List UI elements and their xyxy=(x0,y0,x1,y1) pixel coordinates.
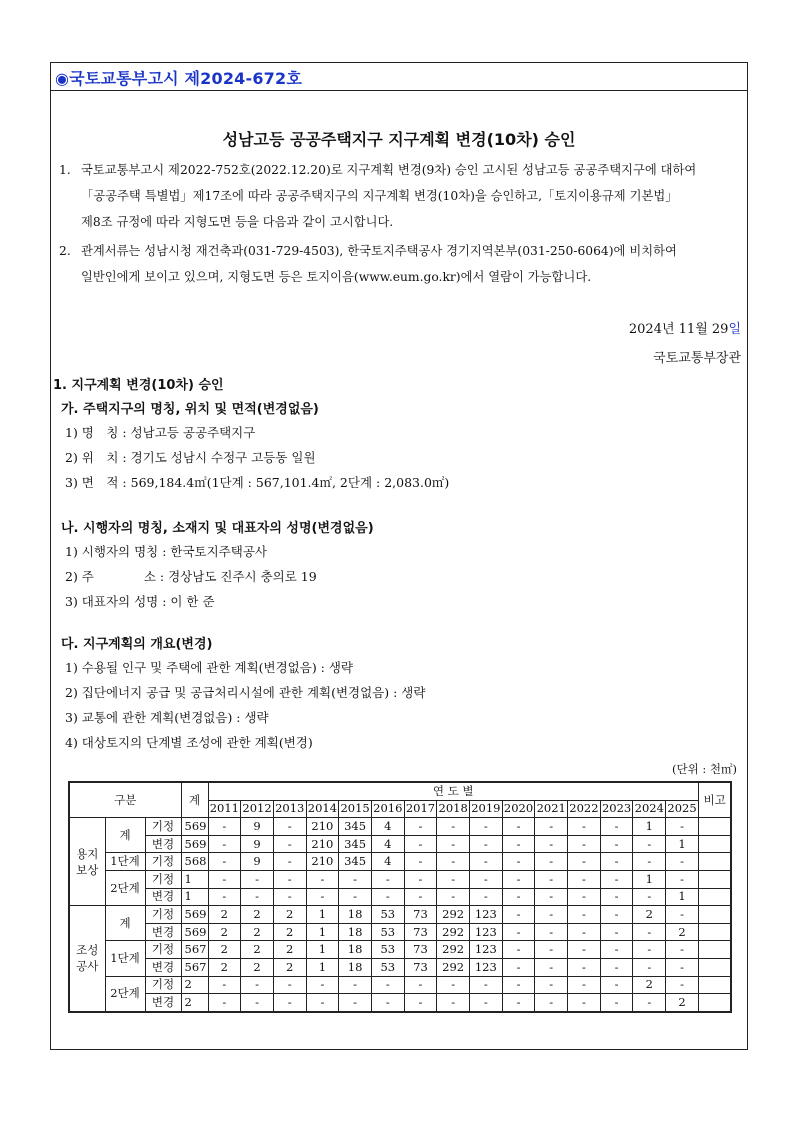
year-value: 210 xyxy=(306,818,339,836)
year-value: - xyxy=(470,835,503,853)
subgroup-label: 계 xyxy=(105,906,145,941)
year-value: 292 xyxy=(437,923,470,941)
year-value: - xyxy=(306,888,339,906)
year-value: 2 xyxy=(633,976,666,994)
year-value: - xyxy=(306,976,339,994)
year-value: - xyxy=(633,923,666,941)
year-value: - xyxy=(371,888,404,906)
table-row xyxy=(69,994,731,1012)
note-cell xyxy=(698,923,731,941)
year-value: - xyxy=(502,835,535,853)
section-c-item: 1) 수용될 인구 및 주택에 관한 계획(변경없음) : 생략 xyxy=(65,660,354,675)
year-value: 210 xyxy=(306,835,339,853)
year-value: - xyxy=(666,958,699,976)
year-value: - xyxy=(339,994,372,1012)
row-type-label: 기정 xyxy=(145,853,181,871)
table-row xyxy=(69,906,731,924)
year-value: - xyxy=(273,853,306,871)
section-b-item: 1) 시행자의 명칭 : 한국토지주택공사 xyxy=(65,544,267,559)
year-value: - xyxy=(535,818,568,836)
section-b-item: 3) 대표자의 성명 : 이 한 준 xyxy=(65,594,215,609)
year-value: - xyxy=(404,976,437,994)
year-value: - xyxy=(273,888,306,906)
year-value: - xyxy=(535,835,568,853)
minister-signature: 국토교통부장관 xyxy=(653,351,741,366)
year-value: - xyxy=(568,958,601,976)
table-row xyxy=(69,976,731,994)
year-value: 18 xyxy=(339,906,372,924)
year-value: 2 xyxy=(241,906,274,924)
year-value: - xyxy=(568,888,601,906)
row-total: 569 xyxy=(181,923,208,941)
header-by-year: 연 도 별 xyxy=(208,782,698,800)
year-value: - xyxy=(568,923,601,941)
year-value: 1 xyxy=(306,941,339,959)
year-value: - xyxy=(633,888,666,906)
year-value: - xyxy=(404,818,437,836)
table-row xyxy=(69,853,731,871)
year-value: 123 xyxy=(470,941,503,959)
group-label: 조성 공사 xyxy=(69,906,105,1012)
year-value: - xyxy=(502,888,535,906)
year-value: - xyxy=(273,994,306,1012)
year-value: - xyxy=(437,994,470,1012)
header-year: 2014 xyxy=(306,800,339,818)
note-cell xyxy=(698,853,731,871)
paragraph-2 xyxy=(59,238,741,290)
year-value: - xyxy=(535,976,568,994)
header-year: 2018 xyxy=(437,800,470,818)
row-type-label: 변경 xyxy=(145,958,181,976)
notice-title: ◉국토교통부고시 제2024-672호 xyxy=(55,69,303,88)
row-type-label: 기정 xyxy=(145,976,181,994)
table-row xyxy=(69,958,731,976)
year-value: - xyxy=(470,818,503,836)
year-value: - xyxy=(568,835,601,853)
header-year: 2016 xyxy=(371,800,404,818)
year-value: - xyxy=(404,835,437,853)
header-total: 계 xyxy=(181,782,208,818)
year-value: - xyxy=(666,941,699,959)
year-value: - xyxy=(600,941,633,959)
year-value: - xyxy=(241,870,274,888)
year-value: - xyxy=(502,958,535,976)
row-total: 569 xyxy=(181,906,208,924)
year-value: - xyxy=(535,941,568,959)
year-value: 1 xyxy=(306,923,339,941)
note-cell xyxy=(698,941,731,959)
year-value: - xyxy=(502,941,535,959)
year-value: - xyxy=(600,818,633,836)
subgroup-label: 2단계 xyxy=(105,870,145,905)
year-value: - xyxy=(502,994,535,1012)
year-value: - xyxy=(208,853,241,871)
year-value: - xyxy=(666,976,699,994)
year-value: - xyxy=(666,870,699,888)
year-value: - xyxy=(666,853,699,871)
header-year: 2023 xyxy=(600,800,633,818)
year-value: - xyxy=(568,853,601,871)
year-value: - xyxy=(568,994,601,1012)
year-value: 2 xyxy=(273,958,306,976)
year-value: - xyxy=(339,888,372,906)
year-value: - xyxy=(502,976,535,994)
year-value: - xyxy=(470,870,503,888)
year-value: 1 xyxy=(633,818,666,836)
row-total: 1 xyxy=(181,888,208,906)
year-value: - xyxy=(208,818,241,836)
year-value: - xyxy=(306,994,339,1012)
row-total: 567 xyxy=(181,941,208,959)
year-value: - xyxy=(600,888,633,906)
header-year: 2017 xyxy=(404,800,437,818)
year-value: - xyxy=(600,853,633,871)
year-value: - xyxy=(470,976,503,994)
year-value: 123 xyxy=(470,958,503,976)
header-year: 2024 xyxy=(633,800,666,818)
header-division: 구분 xyxy=(69,782,181,818)
subgroup-label: 2단계 xyxy=(105,976,145,1012)
table-row xyxy=(69,923,731,941)
year-value: 2 xyxy=(208,906,241,924)
paragraph-number: 2. xyxy=(59,244,71,258)
year-value: 73 xyxy=(404,958,437,976)
year-value: - xyxy=(633,941,666,959)
year-value: 2 xyxy=(666,994,699,1012)
note-cell xyxy=(698,994,731,1012)
note-cell xyxy=(698,818,731,836)
paragraph-line: 「공공주택 특별법」제17조에 따라 공공주택지구의 지구계획 변경(10차)을 승인하고,「토지이용규제 기본법」 xyxy=(81,189,678,203)
table-row xyxy=(69,835,731,853)
year-value: 18 xyxy=(339,923,372,941)
year-value: - xyxy=(241,976,274,994)
header-year: 2021 xyxy=(535,800,568,818)
row-total: 568 xyxy=(181,853,208,871)
year-value: 2 xyxy=(241,941,274,959)
row-type-label: 변경 xyxy=(145,923,181,941)
year-value: - xyxy=(241,888,274,906)
year-value: 1 xyxy=(666,835,699,853)
year-value: 73 xyxy=(404,941,437,959)
year-value: - xyxy=(208,835,241,853)
table-row xyxy=(69,888,731,906)
year-value: - xyxy=(208,870,241,888)
year-value: 123 xyxy=(470,906,503,924)
year-value: 4 xyxy=(371,835,404,853)
year-value: - xyxy=(535,870,568,888)
row-type-label: 기정 xyxy=(145,906,181,924)
year-value: - xyxy=(600,958,633,976)
year-value: 53 xyxy=(371,958,404,976)
year-value: - xyxy=(568,870,601,888)
year-value: 9 xyxy=(241,835,274,853)
year-value: - xyxy=(600,870,633,888)
year-value: - xyxy=(600,923,633,941)
year-value: 2 xyxy=(208,941,241,959)
year-value: - xyxy=(666,818,699,836)
table-row xyxy=(69,870,731,888)
header-note: 비고 xyxy=(698,782,731,818)
year-value: - xyxy=(306,870,339,888)
row-type-label: 기정 xyxy=(145,870,181,888)
notice-header xyxy=(51,63,747,91)
year-value: - xyxy=(339,870,372,888)
row-total: 569 xyxy=(181,818,208,836)
year-value: - xyxy=(535,958,568,976)
year-value: - xyxy=(568,976,601,994)
year-value: - xyxy=(437,888,470,906)
year-value: 210 xyxy=(306,853,339,871)
year-value: - xyxy=(273,870,306,888)
year-value: - xyxy=(437,853,470,871)
year-value: - xyxy=(633,853,666,871)
section-c-item: 4) 대상토지의 단계별 조성에 관한 계획(변경) xyxy=(65,735,313,750)
year-value: 4 xyxy=(371,853,404,871)
year-value: 2 xyxy=(241,958,274,976)
section-c-item: 2) 집단에너지 공급 및 공급처리시설에 관한 계획(변경없음) : 생략 xyxy=(65,685,426,700)
year-value: - xyxy=(437,976,470,994)
table-header-row xyxy=(69,782,731,800)
year-value: - xyxy=(273,835,306,853)
date-day: 일 xyxy=(728,322,741,337)
note-cell xyxy=(698,835,731,853)
year-value: - xyxy=(502,818,535,836)
year-value: 9 xyxy=(241,853,274,871)
date-main: 2024년 11월 29 xyxy=(628,322,729,337)
section-a-item: 3) 면 적 : 569,184.4㎡(1단계 : 567,101.4㎡, 2단계 : 2,083.0㎡) xyxy=(65,475,450,490)
header-year: 2013 xyxy=(273,800,306,818)
year-value: - xyxy=(535,994,568,1012)
note-cell xyxy=(698,888,731,906)
header-year: 2020 xyxy=(502,800,535,818)
subgroup-label: 1단계 xyxy=(105,941,145,976)
section-a-heading: 가. 주택지구의 명칭, 위치 및 면적(변경없음) xyxy=(61,402,319,417)
year-value: - xyxy=(241,994,274,1012)
year-value: 292 xyxy=(437,941,470,959)
year-value: - xyxy=(535,906,568,924)
year-value: - xyxy=(600,906,633,924)
section-c-heading: 다. 지구계획의 개요(변경) xyxy=(61,637,213,652)
paragraph-line: 제8조 규정에 따라 지형도면 등을 다음과 같이 고시합니다. xyxy=(81,215,394,229)
year-value: 123 xyxy=(470,923,503,941)
year-value: - xyxy=(535,853,568,871)
header-year: 2015 xyxy=(339,800,372,818)
year-value: - xyxy=(666,906,699,924)
row-total: 1 xyxy=(181,870,208,888)
year-value: 345 xyxy=(339,818,372,836)
year-value: - xyxy=(371,870,404,888)
year-value: - xyxy=(568,818,601,836)
notice-date xyxy=(629,318,741,337)
year-value: 2 xyxy=(273,906,306,924)
year-value: - xyxy=(633,958,666,976)
year-value: 345 xyxy=(339,853,372,871)
document-title: 성남고등 공공주택지구 지구계획 변경(10차) 승인 xyxy=(222,130,576,149)
section-1-heading: 1. 지구계획 변경(10차) 승인 xyxy=(53,378,224,393)
year-value: - xyxy=(502,923,535,941)
row-type-label: 변경 xyxy=(145,888,181,906)
year-value: - xyxy=(404,853,437,871)
paragraph-line: 국토교통부고시 제2022-752호(2022.12.20)로 지구계획 변경(9차) 승인 고시된 성남고등 공공주택지구에 대하여 xyxy=(81,163,697,177)
year-value: - xyxy=(437,818,470,836)
year-value: - xyxy=(404,994,437,1012)
year-value: - xyxy=(502,906,535,924)
year-value: 1 xyxy=(306,906,339,924)
year-value: 73 xyxy=(404,906,437,924)
year-value: - xyxy=(208,888,241,906)
year-value: 2 xyxy=(633,906,666,924)
year-value: - xyxy=(273,976,306,994)
group-label: 용지 보상 xyxy=(69,818,105,906)
year-value: - xyxy=(600,835,633,853)
note-cell xyxy=(698,870,731,888)
row-total: 2 xyxy=(181,994,208,1012)
row-type-label: 변경 xyxy=(145,994,181,1012)
subgroup-label: 계 xyxy=(105,818,145,853)
year-value: 4 xyxy=(371,818,404,836)
year-value: 292 xyxy=(437,958,470,976)
year-value: - xyxy=(535,888,568,906)
note-cell xyxy=(698,906,731,924)
paragraph-line: 관계서류는 성남시청 재건축과(031-729-4503), 한국토지주택공사 경기지역본부(031-250-6064)에 비치하여 xyxy=(81,244,677,258)
year-value: - xyxy=(600,994,633,1012)
year-value: - xyxy=(208,976,241,994)
year-value: - xyxy=(371,994,404,1012)
year-value: 18 xyxy=(339,958,372,976)
year-value: 2 xyxy=(208,958,241,976)
year-value: - xyxy=(502,870,535,888)
year-value: 345 xyxy=(339,835,372,853)
year-value: 18 xyxy=(339,941,372,959)
year-value: 1 xyxy=(633,870,666,888)
year-value: 53 xyxy=(371,923,404,941)
header-year: 2011 xyxy=(208,800,241,818)
year-value: - xyxy=(470,994,503,1012)
year-value: 2 xyxy=(273,941,306,959)
year-value: - xyxy=(535,923,568,941)
year-value: - xyxy=(273,818,306,836)
year-value: - xyxy=(437,835,470,853)
year-value: 2 xyxy=(208,923,241,941)
year-value: 1 xyxy=(666,888,699,906)
header-year: 2012 xyxy=(241,800,274,818)
paragraph-1 xyxy=(59,157,741,235)
paragraph-number: 1. xyxy=(59,163,71,177)
row-total: 569 xyxy=(181,835,208,853)
year-value: - xyxy=(404,870,437,888)
year-value: 2 xyxy=(241,923,274,941)
year-value: - xyxy=(600,976,633,994)
year-value: 9 xyxy=(241,818,274,836)
year-value: - xyxy=(568,941,601,959)
year-value: - xyxy=(470,888,503,906)
header-year: 2019 xyxy=(470,800,503,818)
year-value: 292 xyxy=(437,906,470,924)
year-value: - xyxy=(502,853,535,871)
land-development-plan-table xyxy=(68,781,732,1013)
row-total: 2 xyxy=(181,976,208,994)
note-cell xyxy=(698,958,731,976)
year-value: - xyxy=(371,976,404,994)
header-year: 2025 xyxy=(666,800,699,818)
year-value: - xyxy=(633,994,666,1012)
note-cell xyxy=(698,976,731,994)
year-value: 53 xyxy=(371,906,404,924)
row-type-label: 변경 xyxy=(145,835,181,853)
subgroup-label: 1단계 xyxy=(105,853,145,871)
year-value: - xyxy=(568,906,601,924)
table-row xyxy=(69,818,731,836)
year-value: - xyxy=(437,870,470,888)
section-b-item: 2) 주 소 : 경상남도 진주시 충의로 19 xyxy=(65,569,317,584)
row-total: 567 xyxy=(181,958,208,976)
year-value: - xyxy=(339,976,372,994)
year-value: - xyxy=(404,888,437,906)
year-value: - xyxy=(208,994,241,1012)
section-b-heading: 나. 시행자의 명칭, 소재지 및 대표자의 성명(변경없음) xyxy=(61,521,374,536)
row-type-label: 기정 xyxy=(145,818,181,836)
section-a-item: 2) 위 치 : 경기도 성남시 수정구 고등동 일원 xyxy=(65,450,316,465)
year-value: 1 xyxy=(306,958,339,976)
year-value: 2 xyxy=(666,923,699,941)
notice-frame xyxy=(50,62,748,1050)
year-value: 53 xyxy=(371,941,404,959)
table-unit: (단위 : 천㎡) xyxy=(672,762,737,776)
row-type-label: 기정 xyxy=(145,941,181,959)
year-value: 73 xyxy=(404,923,437,941)
header-year: 2022 xyxy=(568,800,601,818)
year-value: - xyxy=(470,853,503,871)
paragraph-line: 일반인에게 보이고 있으며, 지형도면 등은 토지이음(www.eum.go.kr)에서 열람이 가능합니다. xyxy=(81,270,592,284)
section-c-item: 3) 교통에 관한 계획(변경없음) : 생략 xyxy=(65,710,269,725)
year-value: 2 xyxy=(273,923,306,941)
section-a-item: 1) 명 칭 : 성남고등 공공주택지구 xyxy=(65,425,256,440)
table-row xyxy=(69,941,731,959)
year-value: - xyxy=(633,835,666,853)
